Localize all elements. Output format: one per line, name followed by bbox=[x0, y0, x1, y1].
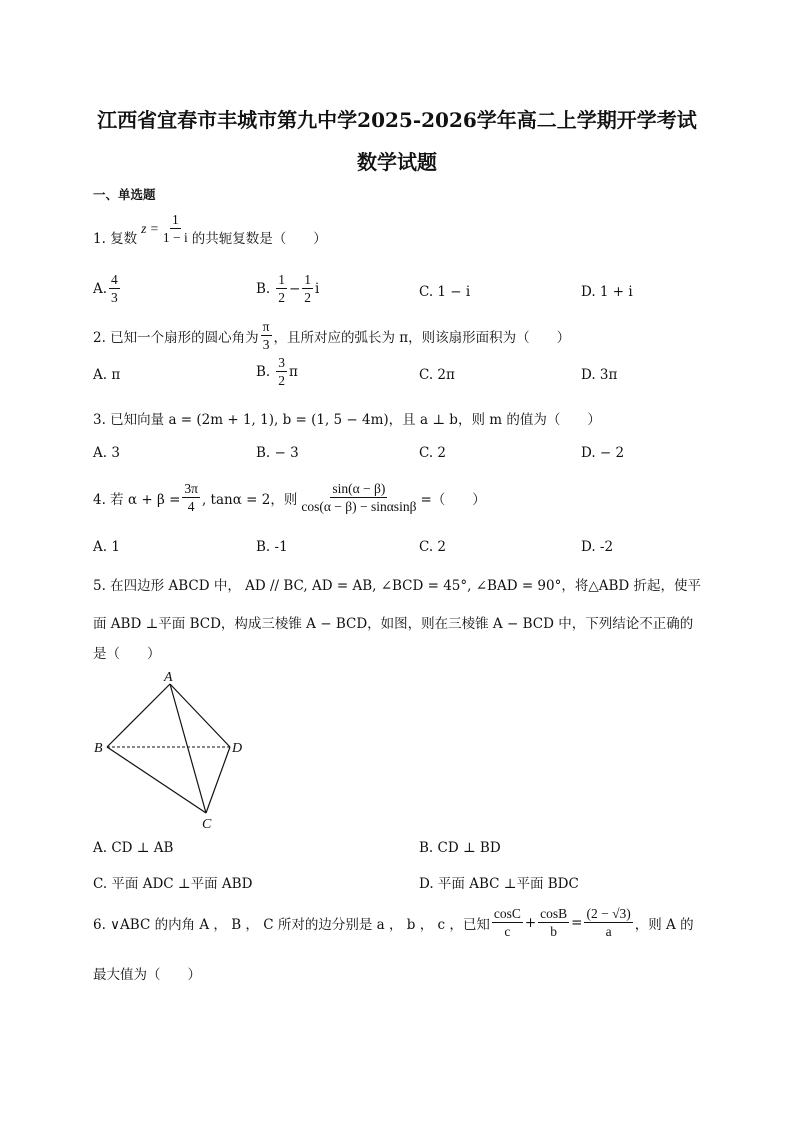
page-subtitle: 数学试题 bbox=[357, 150, 437, 174]
frac-den: 2 bbox=[304, 290, 312, 305]
frac-den: 3 bbox=[262, 337, 270, 352]
q4-option-b: B. -1 bbox=[256, 539, 288, 555]
question-5-line3: 是（ ） bbox=[93, 646, 161, 662]
vertex-label-A: A bbox=[164, 670, 173, 685]
q1-fraction-num: 1 bbox=[171, 212, 179, 227]
frac-den: b bbox=[550, 924, 558, 939]
q2-fraction bbox=[261, 319, 272, 352]
q2-option-d: D. 3π bbox=[581, 367, 618, 383]
frac-den: c bbox=[504, 924, 511, 939]
imag-unit: i bbox=[315, 280, 320, 297]
operator: − bbox=[288, 280, 301, 297]
q4-middle: , tanα = 2，则 bbox=[201, 491, 298, 508]
frac-num: cosC bbox=[493, 906, 521, 921]
q2-option-b bbox=[256, 355, 298, 388]
question-6-line2: 最大值为（ ） bbox=[93, 967, 201, 983]
frac-den: 2 bbox=[278, 290, 285, 305]
frac-num: 1 bbox=[278, 272, 285, 287]
option-label: A. bbox=[93, 280, 108, 297]
q5-option-a: A. CD ⊥ AB bbox=[93, 840, 174, 856]
edge-BC bbox=[107, 747, 206, 813]
q5-option-c: C. 平面 ADC ⊥平面 ABD bbox=[93, 876, 253, 892]
question-5-line2: 面 ABD ⊥平面 BCD，构成三棱锥 A − BCD，如图，则在三棱锥 A − BCD 中，下列结论不正确的 bbox=[93, 616, 694, 632]
q5-option-d: D. 平面 ABC ⊥平面 BDC bbox=[419, 876, 579, 892]
frac-den: a bbox=[605, 924, 612, 939]
vertex-label-B: B bbox=[94, 741, 103, 756]
q2-b-frac bbox=[276, 355, 287, 388]
tetrahedron-figure bbox=[90, 668, 260, 833]
q1-option-c: C. 1 − i bbox=[419, 284, 471, 300]
question-3-stem: 3. 已知向量 a = (2m + 1, 1), b = (1, 5 − 4m)，且 a ⊥ b，则 m 的值为（ ） bbox=[93, 412, 601, 428]
question-2-stem bbox=[93, 319, 570, 352]
q1-option-a bbox=[93, 272, 122, 305]
frac-den: 4 bbox=[187, 499, 195, 514]
q3-option-d: D. − 2 bbox=[581, 445, 625, 461]
q2-suffix: ，且所对应的弧长为 π，则该扇形面积为（ ） bbox=[273, 329, 571, 346]
q1-a-fraction bbox=[109, 272, 120, 305]
q1-option-d: D. 1 + i bbox=[581, 284, 633, 300]
q1-b-frac2 bbox=[302, 272, 313, 305]
q4-prefix: 4. 若 α + β = bbox=[93, 491, 181, 508]
frac-num: 3π bbox=[184, 481, 198, 496]
q1-option-b bbox=[256, 272, 319, 305]
q3-option-a: A. 3 bbox=[93, 445, 120, 461]
operator: = bbox=[571, 914, 583, 931]
frac-num: 3 bbox=[278, 355, 285, 370]
q4-suffix: =（ ） bbox=[420, 491, 486, 508]
frac-den: 2 bbox=[278, 373, 285, 388]
section-heading: 一、单选题 bbox=[93, 187, 156, 202]
frac-num: π bbox=[262, 319, 270, 334]
q4-option-d: D. -2 bbox=[581, 539, 614, 555]
q1-suffix: 的共轭复数是（ ） bbox=[191, 230, 327, 247]
q2-option-c: C. 2π bbox=[419, 367, 455, 383]
q4-big-fraction bbox=[299, 481, 418, 514]
q1-prefix: 1. 复数 bbox=[93, 230, 138, 247]
q6-suffix: ，则 A 的 bbox=[634, 916, 694, 933]
frac-num: (2 − √3) bbox=[586, 906, 631, 921]
edge-DC bbox=[206, 747, 230, 813]
q3-option-b: B. − 3 bbox=[256, 445, 299, 461]
frac-num: 1 bbox=[304, 272, 312, 287]
q1-fraction-den: 1 − i bbox=[162, 230, 188, 245]
option-label: B. bbox=[256, 280, 271, 297]
q6-frac-cosB bbox=[538, 906, 569, 939]
q4-option-c: C. 2 bbox=[419, 539, 447, 555]
q1-fraction bbox=[161, 212, 190, 245]
frac-den: 3 bbox=[111, 290, 118, 305]
question-6-stem bbox=[93, 906, 694, 939]
frac-num: sin(α − β) bbox=[332, 481, 386, 496]
q1-b-frac1 bbox=[276, 272, 287, 305]
q3-option-c: C. 2 bbox=[419, 445, 447, 461]
question-4-stem bbox=[93, 481, 486, 514]
frac-num: cosB bbox=[540, 906, 568, 921]
q2-option-a: A. π bbox=[93, 367, 121, 383]
q4-fraction bbox=[182, 481, 200, 514]
q6-frac-cosC bbox=[492, 906, 523, 939]
edge-AB bbox=[107, 684, 170, 747]
vertex-label-D: D bbox=[232, 741, 243, 756]
frac-den: cos(α − β) − sinαsinβ bbox=[301, 499, 417, 514]
q5-option-b: B. CD ⊥ BD bbox=[419, 840, 501, 856]
q6-frac-rhs bbox=[584, 906, 632, 939]
question-1-stem bbox=[93, 212, 327, 253]
vertex-label-C: C bbox=[202, 817, 212, 832]
question-5-line1: 5. 在四边形 ABCD 中， AD // BC, AD = AB, ∠BCD = 45°, ∠BAD = 90°，将△ABD 折起，使平 bbox=[93, 578, 702, 594]
frac-num: 4 bbox=[111, 272, 118, 287]
option-label: B. bbox=[256, 363, 271, 380]
page-title: 江西省宜春市丰城市第九中学2025-2026学年高二上学期开学考试 bbox=[97, 108, 697, 132]
operator: + bbox=[524, 914, 537, 931]
pi-symbol: π bbox=[288, 363, 298, 380]
q1-z: z = bbox=[141, 220, 159, 236]
q4-option-a: A. 1 bbox=[93, 539, 120, 555]
q6-prefix: 6. ∨ABC 的内角 A ， B ， C 所对的边分别是 a ， b ， c ，已知 bbox=[93, 916, 490, 933]
q2-prefix: 2. 已知一个扇形的圆心角为 bbox=[93, 329, 259, 346]
